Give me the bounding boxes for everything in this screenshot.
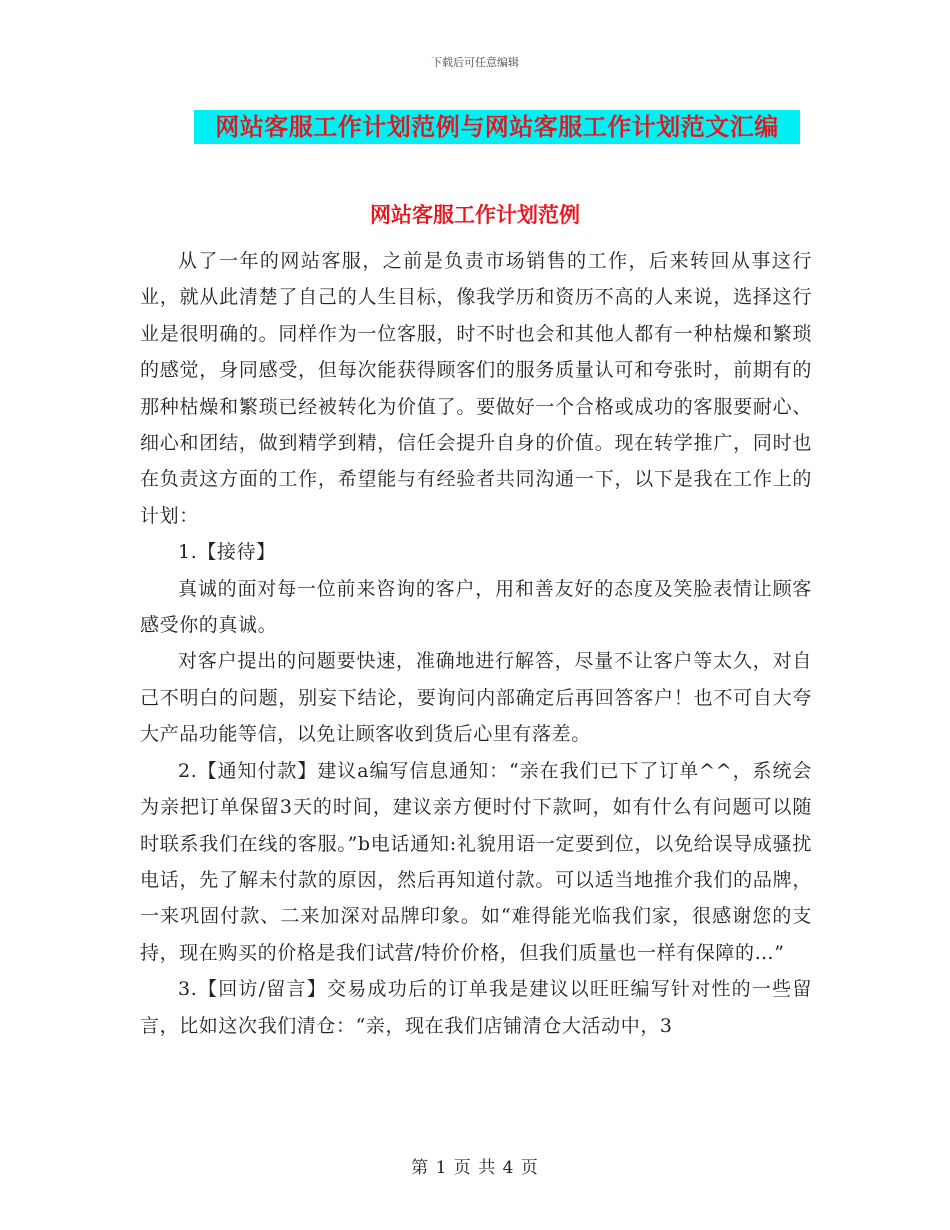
paragraph: 真诚的面对每一位前来咨询的客户，用和善友好的态度及笑脸表情让顾客感受你的真诚。	[140, 577, 812, 637]
page-footer: 第 1 页 共 4 页	[411, 1158, 539, 1178]
paragraph: 2.【通知付款】建议a编写信息通知：“亲在我们已下了订单^^，系统会为亲把订单保留3天的时间，建议亲方便时付下款呵，如有什么有问题可以随时联系我们在线的客服。”b电话通知:礼貌用语一定要到位，以免给误导成骚扰电话，先了解未付款的原因，然后再知道付款。可以适当地推介我们的品牌，一来巩固付款、二来加深对品牌印象。如“难得能光临我们家，很感谢您的支持，现在购买的价格是我们试营/特价价格，但我们质量也一样有保障的…”	[140, 759, 812, 964]
paragraph: 从了一年的网站客服，之前是负责市场销售的工作，后来转回从事这行业，就从此清楚了自己的人生目标，像我学历和资历不高的人来说，选择这行业是很明确的。同样作为一位客服，时不时也会和其他人都有一种枯燥和繁琐的感觉，身同感受，但每次能获得顾客们的服务质量认可和夸张时，前期有的那种枯燥和繁琐已经被转化为价值了。要做好一个合格或成功的客服要耐心、细心和团结，做到精学到精，信任会提升自身的价值。现在转学推广，同时也在负责这方面的工作，希望能与有经验者共同沟通一下，以下是我在工作上的计划：	[140, 250, 812, 527]
section-title: 网站客服工作计划范例	[370, 202, 580, 227]
document-title: 网站客服工作计划范例与网站客服工作计划范文汇编	[194, 110, 800, 144]
paragraph: 对客户提出的问题要快速，准确地进行解答，尽量不让客户等太久，对自己不明白的问题，别妄下结论，要询问内部确定后再回答客户！也不可自大夸大产品功能等信，以免让顾客收到货后心里有落差。	[140, 650, 812, 746]
header-note: 下载后可任意编辑	[431, 56, 519, 69]
paragraph: 3.【回访/留言】交易成功后的订单我是建议以旺旺编写针对性的一些留言，比如这次我们清仓：“亲，现在我们店铺清仓大活动中，3	[140, 978, 812, 1037]
body-text	[140, 243, 812, 1044]
paragraph-heading: 1.【接待】	[178, 541, 276, 564]
